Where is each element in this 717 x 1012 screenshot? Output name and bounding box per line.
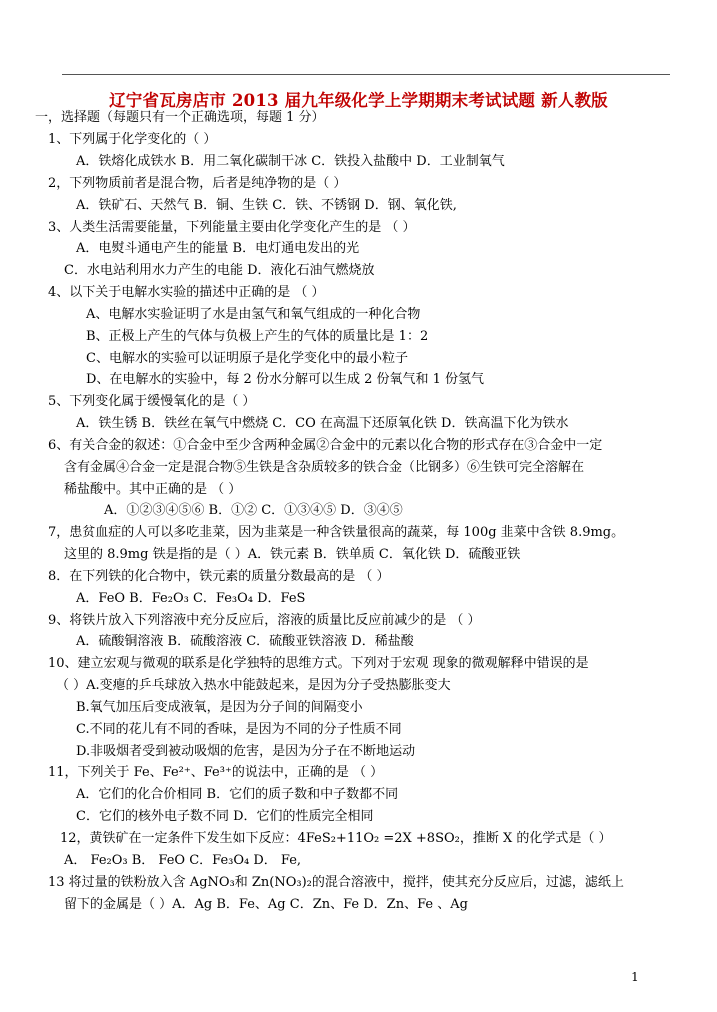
text-line: 含有金属④合金一定是混合物⑤生铁是含杂质较多的铁合金（比钢多）⑥生铁可完全溶解在 [64,460,585,475]
text-line: 这里的 8.9mg 铁是指的是（ ）A．铁元素 B．铁单质 C．氧化铁 D．硫酸亚铁 [64,547,521,562]
text-line: 留下的金属是（ ）A．Ag B．Fe、Ag C．Zn、Fe D．Zn、Fe 、Ag [64,897,468,912]
text-line: B、正极上产生的气体与负极上产生的气体的质量比是 1：2 [86,329,429,344]
text-line: A．它们的化合价相同 B．它们的质子数和中子数都不同 [76,787,399,802]
text-line: 稀盐酸中。其中正确的是 （ ） [64,482,242,497]
text-line: B.氧气加压后变成液氧，是因为分子间的间隔变小 [76,700,363,715]
text-line: 11，下列关于 Fe、Fe²⁺、Fe³⁺的说法中，正确的是 （ ） [48,765,384,780]
text-line: A．FeO B．Fe₂O₃ C．Fe₃O₄ D．FeS [76,591,306,606]
text-line: 7，患贫血症的人可以多吃韭菜，因为韭菜是一种含铁量很高的蔬菜，每 100g 韭菜中含铁 8.9mg。 [48,525,625,540]
text-line: C．水电站利用水力产生的电能 D．液化石油气燃烧放 [64,263,375,278]
text-line: （ ）A.变瘪的乒乓球放入热水中能鼓起来，是因为分子受热膨胀变大 [56,678,451,693]
text-line: C.不同的花儿有不同的香味，是因为不同的分子性质不同 [76,722,402,737]
text-line: 9、将铁片放入下列溶液中充分反应后，溶液的质量比反应前减少的是 （ ） [48,613,481,628]
text-line: 4、以下关于电解水实验的描述中正确的是 （ ） [48,285,325,300]
text-line: 8．在下列铁的化合物中，铁元素的质量分数最高的是 （ ） [48,569,390,584]
text-line: A、电解水实验证明了水是由氢气和氧气组成的一种化合物 [86,307,421,322]
text-line: 6、有关合金的叙述：①合金中至少含两种金属②合金中的元素以化合物的形式存在③合金中一定 [48,438,603,453]
text-line: 一，选择题（每题只有一个正确选项，每题 1 分） [35,110,325,125]
text-line: 10、建立宏观与微观的联系是化学独特的思维方式。下列对于宏观 现象的微观解释中错误的是 [48,656,589,671]
text-line: A． Fe₂O₃ B． FeO C．Fe₃O₄ D． Fe, [64,853,302,868]
header-rule [62,74,670,75]
text-line: 5、下列变化属于缓慢氧化的是（ ） [48,394,256,409]
text-line: A．电熨斗通电产生的能量 B．电灯通电发出的光 [76,241,360,256]
text-line: A．硫酸铜溶液 B．硫酸溶液 C．硫酸亚铁溶液 D．稀盐酸 [76,634,414,649]
page-number: 1 [631,970,639,984]
text-line: A．铁矿石、天然气 B．铜、生铁 C．铁、不锈钢 D．钢、氧化铁, [76,198,457,213]
text-line: 3、人类生活需要能量，下列能量主要由化学变化产生的是 （ ） [48,220,416,235]
text-line: D、在电解水的实验中，每 2 份水分解可以生成 2 份氧气和 1 份氢气 [86,372,485,387]
text-line: A．铁熔化成铁水 B．用二氧化碳制干冰 C．铁投入盐酸中 D．工业制氧气 [76,154,505,169]
text-line: 12，黄铁矿在一定条件下发生如下反应：4FeS₂+11O₂ =2X +8SO₂，推断 X 的化学式是（ ） [60,831,612,846]
text-line: A．铁生锈 B．铁丝在氧气中燃烧 C．CO 在高温下还原氧化铁 D．铁高温下化为铁水 [76,416,569,431]
page-title: 辽宁省瓦房店市 2013 届九年级化学上学期期末考试试题 新人教版 [109,91,608,110]
text-line: 1、下列属于化学变化的（ ） [48,132,217,147]
text-line: C、电解水的实验可以证明原子是化学变化中的最小粒子 [86,351,408,366]
text-line: 13 将过量的铁粉放入含 AgNO₃和 Zn(NO₃)₂的混合溶液中，搅拌，使其充分反应后，过滤，滤纸上 [48,875,624,890]
text-line: D.非吸烟者受到被动吸烟的危害，是因为分子在不断地运动 [76,744,416,759]
text-line: 2，下列物质前者是混合物，后者是纯净物的是（ ） [48,176,347,191]
text-line: C．它们的核外电子数不同 D．它们的性质完全相同 [76,809,374,824]
text-line: A．①②③④⑤⑥ B．①② C．①③④⑤ D．③④⑤ [104,503,403,518]
